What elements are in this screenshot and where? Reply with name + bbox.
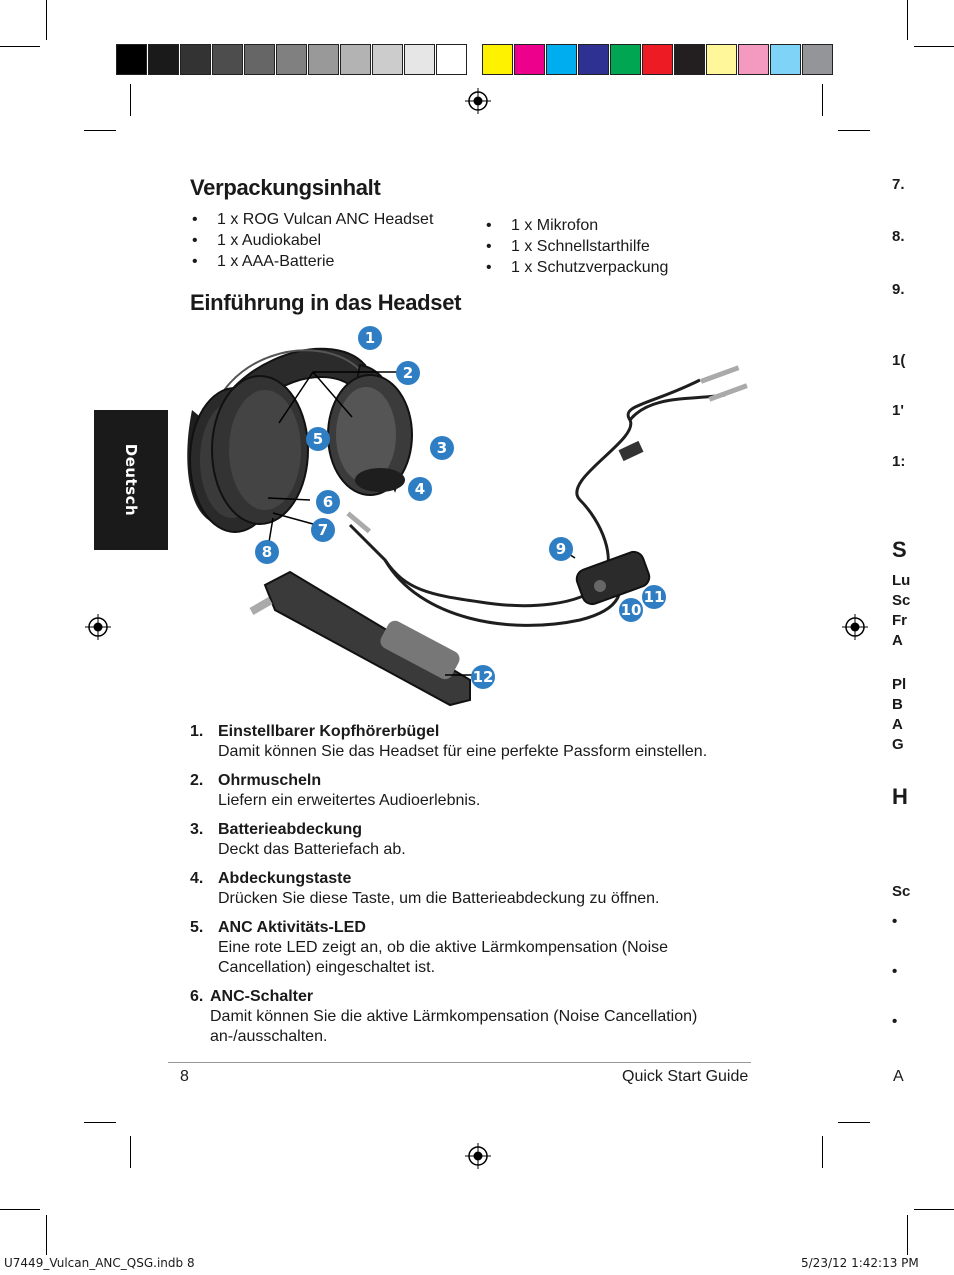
package-item: • 1 x AAA-Batterie	[190, 251, 433, 272]
callout-1: 1	[358, 326, 382, 350]
callout-8: 8	[255, 540, 279, 564]
color-swatch	[308, 44, 339, 75]
package-item: • 1 x Mikrofon	[484, 215, 668, 236]
color-swatch	[642, 44, 673, 75]
gray-color-bar	[116, 44, 468, 75]
registration-mark-icon	[465, 88, 491, 114]
feature-text: Eine rote LED zeigt an, ob die aktive Lärmkompensation (Noise Cancellation) eingeschaltet ist.	[218, 939, 669, 976]
crop-mark	[838, 1122, 870, 1123]
feature-text: Damit können Sie das Headset für eine perfekte Passform einstellen.	[218, 743, 708, 760]
feature-number: 4.	[190, 870, 204, 887]
feature-title: Einstellbarer Kopfhörerbügel	[218, 723, 440, 740]
feature-number: 5.	[190, 919, 204, 936]
color-swatch	[738, 44, 769, 75]
color-swatch	[148, 44, 179, 75]
color-swatch	[546, 44, 577, 75]
right-page-footer-fragment: A	[893, 1068, 904, 1085]
crop-mark	[84, 1122, 116, 1123]
crop-mark	[914, 1209, 954, 1210]
color-swatch	[610, 44, 641, 75]
package-item: • 1 x ROG Vulcan ANC Headset	[190, 209, 433, 230]
crop-mark	[822, 84, 823, 116]
feature-number: 2.	[190, 772, 204, 789]
color-swatch	[212, 44, 243, 75]
color-swatch	[514, 44, 545, 75]
right-page-fragment: Pl	[892, 676, 907, 693]
package-item: • 1 x Schnellstarthilfe	[484, 236, 668, 257]
language-side-tab	[94, 410, 168, 550]
color-swatch	[674, 44, 705, 75]
right-page-fragment: 7.	[892, 176, 905, 193]
feature-title: Abdeckungstaste	[218, 870, 352, 887]
right-page-fragment: B	[892, 696, 903, 713]
right-page-fragment: •	[892, 1013, 898, 1030]
feature-title: Batterieabdeckung	[218, 821, 363, 838]
color-swatch	[340, 44, 371, 75]
callout-9: 9	[549, 537, 573, 561]
file-slug: U7449_Vulcan_ANC_QSG.indb 8	[4, 1256, 195, 1270]
package-heading: Verpackungsinhalt	[190, 175, 381, 200]
crop-mark	[838, 130, 870, 131]
color-swatch	[770, 44, 801, 75]
callout-6: 6	[316, 490, 340, 514]
feature-text: Drücken Sie diese Taste, um die Batterieabdeckung zu öffnen.	[218, 890, 660, 907]
crop-mark	[914, 46, 954, 47]
feature-list	[190, 722, 750, 1056]
crop-mark	[0, 1209, 40, 1210]
callout-2: 2	[396, 361, 420, 385]
crop-mark	[907, 1215, 908, 1255]
page-number: 8	[180, 1068, 189, 1085]
callout-4: 4	[408, 477, 432, 501]
feature-text: Liefern ein erweitertes Audioerlebnis.	[218, 792, 481, 809]
right-page-fragment: 9.	[892, 281, 905, 298]
feature-title: ANC Aktivitäts-LED	[218, 919, 366, 936]
right-page-fragment: A	[892, 716, 903, 733]
registration-mark-icon	[465, 1143, 491, 1169]
feature-number: 3.	[190, 821, 204, 838]
color-swatch	[276, 44, 307, 75]
crop-mark	[0, 46, 40, 47]
package-item: • 1 x Audiokabel	[190, 230, 433, 251]
feature-text: Damit können Sie die aktive Lärmkompensation (Noise Cancellation) an-/ausschalten.	[210, 1008, 698, 1045]
color-swatch	[436, 44, 467, 75]
right-page-fragment: Lu	[892, 572, 911, 589]
color-swatch	[244, 44, 275, 75]
feature-title: ANC-Schalter	[210, 988, 314, 1005]
right-page-fragment: 8.	[892, 228, 905, 245]
right-page-fragment: 1'	[892, 402, 904, 419]
color-swatch	[372, 44, 403, 75]
color-swatch	[578, 44, 609, 75]
callout-5: 5	[306, 427, 330, 451]
feature-text: Deckt das Batteriefach ab.	[218, 841, 406, 858]
feature-item	[190, 987, 750, 1047]
right-page-fragment: Sc	[892, 592, 911, 609]
registration-mark-icon	[842, 614, 868, 640]
feature-number: 1.	[190, 723, 204, 740]
right-page-fragment: Sc	[892, 883, 911, 900]
timestamp-slug: 5/23/12 1:42:13 PM	[801, 1256, 919, 1270]
right-page-fragment: •	[892, 913, 898, 930]
callout-10: 10	[619, 598, 643, 622]
color-swatch	[482, 44, 513, 75]
color-swatch	[404, 44, 435, 75]
crop-mark	[822, 1136, 823, 1168]
package-list-right	[484, 215, 668, 278]
crop-mark	[130, 84, 131, 116]
headset-illustration	[180, 320, 770, 720]
crop-mark	[130, 1136, 131, 1168]
feature-item	[190, 820, 750, 860]
guide-title: Quick Start Guide	[622, 1068, 749, 1085]
intro-heading: Einführung in das Headset	[190, 290, 462, 315]
right-page-fragment: S	[892, 537, 907, 562]
crop-mark	[84, 130, 116, 131]
right-page-fragment: H	[892, 784, 908, 809]
feature-item	[190, 918, 750, 978]
crop-mark	[907, 0, 908, 40]
callout-12: 12	[471, 665, 495, 689]
feature-title: Ohrmuscheln	[218, 772, 322, 789]
right-page-fragment: 1(	[892, 352, 906, 369]
color-swatch	[116, 44, 147, 75]
feature-item	[190, 771, 750, 811]
crop-mark	[46, 1215, 47, 1255]
right-page-fragment: Fr	[892, 612, 907, 629]
feature-item	[190, 722, 750, 762]
crop-mark	[46, 0, 47, 40]
feature-number: 6.	[190, 988, 204, 1005]
right-page-fragment: •	[892, 963, 898, 980]
registration-mark-icon	[85, 614, 111, 640]
color-swatch	[180, 44, 211, 75]
color-swatch	[802, 44, 833, 75]
process-color-bar	[482, 44, 834, 75]
package-list-left	[190, 209, 433, 272]
callout-11: 11	[642, 585, 666, 609]
color-swatch	[706, 44, 737, 75]
callout-3: 3	[430, 436, 454, 460]
right-page-fragment: G	[892, 736, 904, 753]
callout-7: 7	[311, 518, 335, 542]
feature-item	[190, 869, 750, 909]
footer-rule	[168, 1062, 751, 1063]
right-page-fragment: A	[892, 632, 903, 649]
right-page-fragment: 1:	[892, 453, 906, 470]
package-item: • 1 x Schutzverpackung	[484, 257, 668, 278]
language-tab-label: Deutsch	[122, 443, 140, 517]
